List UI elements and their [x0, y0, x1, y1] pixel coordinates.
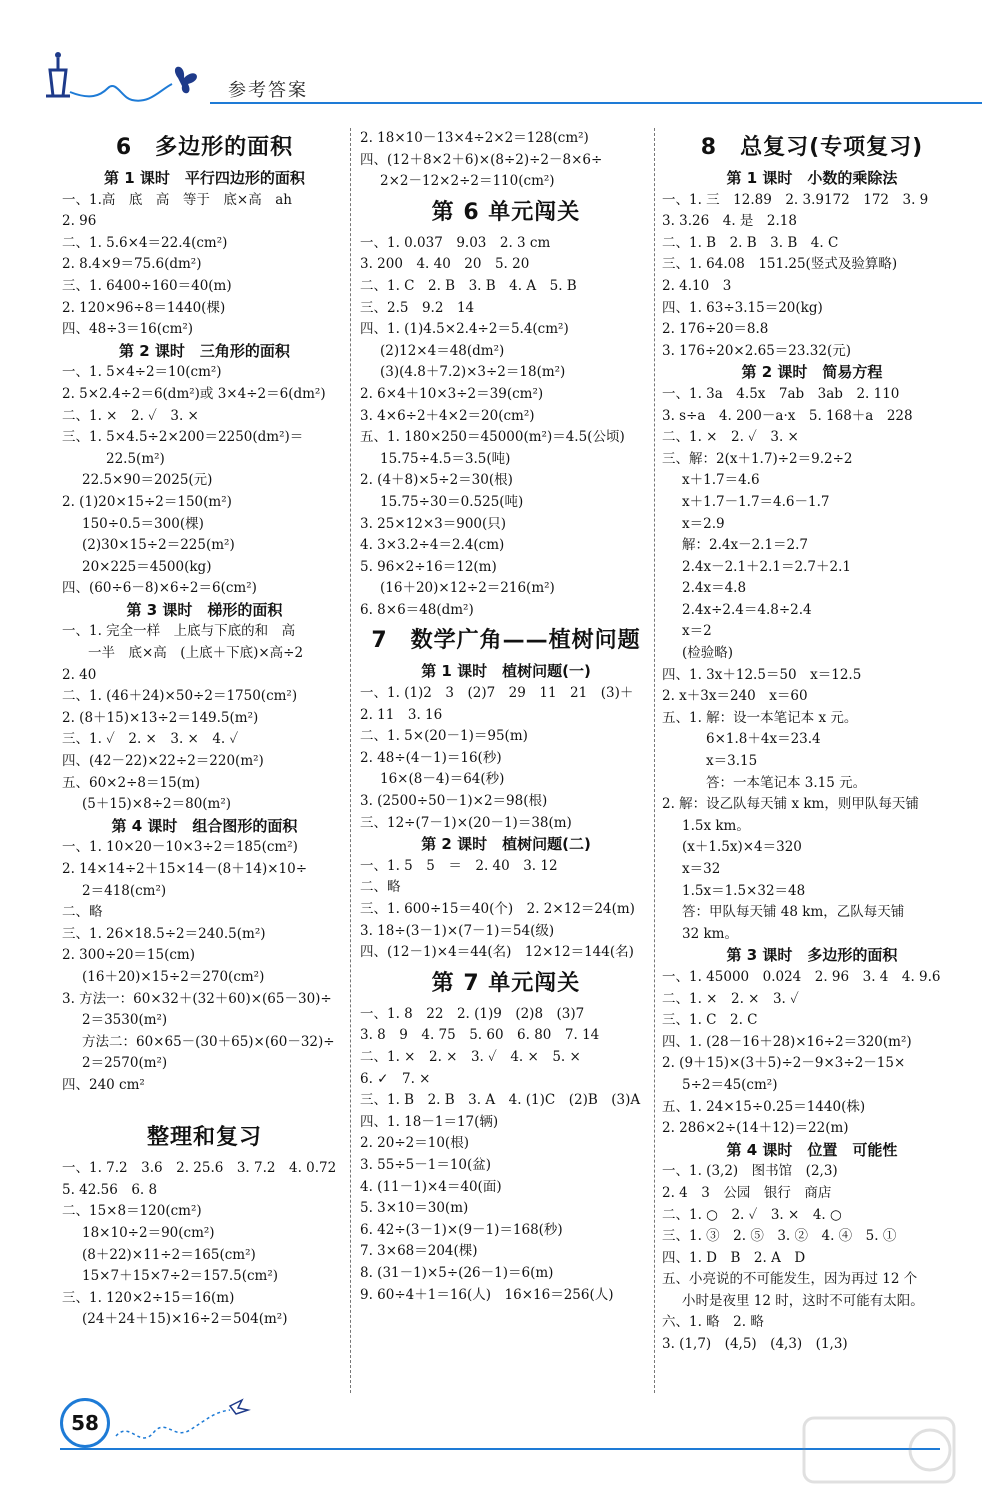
column-divider-1 — [350, 128, 351, 1393]
answer-line: 2.4x÷2.4＝4.8÷2.4 — [682, 601, 812, 618]
answer-line: 三、解：2(x＋1.7)÷2＝9.2÷2 — [662, 450, 853, 467]
answer-line: 6×1.8＋4x＝23.4 — [706, 731, 821, 748]
answer-line: 5. 96×2÷16＝12(m) — [360, 558, 497, 575]
answer-line: 22.5(m²) — [106, 450, 165, 467]
answer-line: (8＋22)×11÷2＝165(cm²) — [82, 1246, 256, 1263]
answer-line: 2＝3530(m²) — [82, 1012, 168, 1029]
answer-line: 一、1. 10×20－10×3÷2＝185(cm²) — [62, 839, 298, 856]
answer-line: 三、12÷(7－1)×(20－1)＝38(m) — [360, 814, 572, 831]
answer-line: 五、60×2÷8＝15(m) — [62, 774, 200, 791]
answer-line: (2)30×15÷2＝225(m²) — [82, 537, 235, 554]
answer-line: 三、1. 64.08 151.25(竖式及验算略) — [662, 256, 898, 273]
answer-line: 一、1. 45000 0.024 2. 96 3. 4 4. 9.6 — [662, 968, 941, 985]
answer-line: 三、1. C 2. C — [662, 1012, 758, 1029]
answer-line: 2. 4.10 3 — [662, 277, 732, 294]
lesson-heading: 第 1 课时 平行四边形的面积 — [104, 169, 305, 187]
answer-line: 一、1. 7.2 3.6 2. 25.6 3. 7.2 4. 0.72 — [62, 1160, 337, 1177]
answer-line: 五、1. 24×15÷0.25＝1440(株) — [662, 1098, 866, 1115]
answer-line: 2×2－12×2÷2＝110(cm²) — [380, 173, 555, 190]
answer-column-left — [62, 128, 347, 1331]
section-heading: 6 多边形的面积 — [115, 135, 294, 160]
answer-line: 方法二：60×65－(30＋65)×(60－32)÷ — [82, 1033, 335, 1050]
answer-line: 2＝2570(m²) — [82, 1055, 168, 1072]
section-heading: 第 7 单元闯关 — [431, 970, 581, 996]
lesson-heading: 第 2 课时 简易方程 — [741, 363, 883, 382]
answer-line: 二、1. × 2. × 3. ✓ — [662, 990, 799, 1007]
answer-line: 二、1. × 2. ✓ 3. × — [662, 429, 799, 446]
answer-line: 解：2.4x－2.1＝2.7 — [682, 537, 809, 554]
lesson-heading: 第 1 课时 植树问题(一) — [421, 662, 591, 681]
answer-line: 3. 方法一：60×32＋(32＋60)×(65－30)÷ — [62, 990, 332, 1007]
answer-line: 2. 286×2÷(14＋12)＝22(m) — [662, 1120, 849, 1137]
answer-line: 2. 40 — [62, 666, 97, 683]
answer-line: 六、1. 略 2. 略 — [662, 1314, 764, 1331]
answer-line: 一、1. 三 12.89 2. 3.9172 172 3. 9 — [662, 191, 929, 208]
section-heading: 8 总复习(专项复习) — [700, 135, 924, 160]
answer-line: 四、1. 63÷3.15＝20(kg) — [662, 299, 823, 316]
answer-line: 五、小亮说的不可能发生，因为再过 12 个 — [662, 1271, 918, 1288]
answer-line: 6. ✓ 7. × — [360, 1070, 431, 1087]
answer-line: 3. 25×12×3＝900(只) — [360, 515, 507, 532]
answer-line: x＝2.9 — [682, 515, 725, 532]
answer-line: 2. 18×10－13×4÷2×2＝128(cm²) — [360, 130, 589, 146]
answer-line: 一、1. (1)2 3 (2)7 29 11 21 (3)＋ — [360, 685, 634, 702]
page-footer — [0, 1380, 1000, 1495]
answer-line: 2. 20÷2＝10(根) — [360, 1135, 469, 1152]
section-heading: 7 数学广角——植树问题 — [371, 628, 641, 654]
answer-line: 二、略 — [360, 879, 401, 896]
answer-line: 四、(12－1)×4＝44(名) 12×12＝144(名) — [360, 944, 634, 961]
lesson-heading: 第 3 课时 多边形的面积 — [726, 946, 898, 965]
answer-line: 3. (1,7) (4,5) (4,3) (1,3) — [662, 1336, 848, 1353]
answer-line: 一、1. 5 5 ＝ 2. 40 3. 12 — [360, 857, 558, 874]
answer-line: 15×7＋15×7÷2＝157.5(cm²) — [82, 1268, 279, 1285]
answer-line: 3. (2500÷50－1)×2＝98(根) — [360, 793, 548, 810]
answer-line: 15.75÷30＝0.525(吨) — [380, 493, 524, 510]
answer-line: 四、1. 18－1＝17(辆) — [360, 1113, 499, 1130]
answer-line: 一、1. 5×4÷2＝10(cm²) — [62, 364, 222, 381]
answer-line: 3. 4×6÷2＋4×2＝20(cm²) — [360, 407, 535, 424]
answer-line: 五、1. 解：设一本笔记本 x 元。 — [662, 709, 858, 726]
answer-line: 一、1. 3a 4.5x 7ab 3ab 2. 110 — [662, 385, 900, 402]
answer-line: 3. 18÷(3－1)×(7－1)＝54(级) — [360, 922, 555, 939]
answer-line: 2. (1)20×15÷2＝150(m²) — [62, 493, 232, 510]
answer-line: 22.5×90＝2025(元) — [82, 472, 213, 489]
answer-line: 3. 176÷20×2.65＝23.32(元) — [662, 342, 851, 359]
answer-line: 2. (4＋8)×5÷2＝30(根) — [360, 472, 513, 489]
lesson-heading: 第 2 课时 三角形的面积 — [119, 341, 290, 360]
answer-line: 二、略 — [62, 904, 103, 921]
bird-swirl-ornament-icon — [110, 1390, 270, 1450]
answer-line: 32 km。 — [682, 925, 738, 942]
answer-line: 一、1. (3,2) 图书馆 (2,3) — [662, 1163, 838, 1180]
answer-line: 18×10÷2＝90(cm²) — [82, 1224, 215, 1241]
answer-line: 2. 6×4＋10×3÷2＝39(cm²) — [360, 385, 544, 402]
answer-line: x＋1.7＝4.6 — [682, 472, 760, 489]
answer-line: 2. 4 3 公园 银行 商店 — [662, 1184, 832, 1201]
answer-line: 1.5x km。 — [682, 817, 750, 834]
answer-line: 3. 200 4. 40 20 5. 20 — [360, 256, 530, 273]
answer-line: 5. 3×10＝30(m) — [360, 1200, 469, 1217]
lesson-heading: 第 1 课时 小数的乘除法 — [726, 169, 898, 187]
answer-line: 2. 5×2.4÷2＝6(dm²)或 3×4÷2＝6(dm²) — [62, 385, 326, 402]
answer-column-middle — [360, 128, 652, 1306]
answer-line: x＝2 — [682, 623, 712, 640]
answer-line: 2. x＋3x＝240 x＝60 — [662, 688, 808, 705]
answer-line: 四、(42－22)×22÷2＝220(m²) — [62, 753, 264, 770]
answer-line: 3. 8 9 4. 75 5. 60 6. 80 7. 14 — [360, 1027, 600, 1044]
answer-line: 2. 11 3. 16 — [360, 706, 443, 723]
answer-line: 一、1. 8 22 2. (1)9 (2)8 (3)7 — [360, 1005, 585, 1022]
answer-line: 150÷0.5＝300(棵) — [82, 515, 204, 532]
answer-line: 小时是夜里 12 时，这时不可能有太阳。 — [682, 1292, 924, 1309]
answer-line: 8. (31－1)×5÷(26－1)＝6(m) — [360, 1264, 554, 1281]
answer-line: 2. (8＋15)×13÷2＝149.5(m²) — [62, 709, 259, 726]
answer-line: x＝3.15 — [706, 753, 758, 770]
answer-line: 五、1. 180×250＝45000(m²)＝4.5(公顷) — [360, 429, 625, 446]
answer-line: 三、1. ✓ 2. × 3. × 4. ✓ — [62, 731, 239, 748]
lesson-heading: 第 3 课时 梯形的面积 — [126, 600, 283, 619]
lesson-heading: 第 4 课时 组合图形的面积 — [111, 816, 298, 835]
answer-line: 答：甲队每天铺 48 km，乙队每天铺 — [682, 904, 905, 921]
answer-line — [62, 1097, 347, 1119]
answer-line: 四、(12＋8×2＋6)×(8÷2)÷2－8×6÷ — [360, 151, 603, 168]
answer-line: 2＝418(cm²) — [82, 882, 167, 899]
answer-line: 二、1. C 2. B 3. B 4. A 5. B — [360, 277, 577, 294]
answer-line: 三、1. 26×18.5÷2＝240.5(m²) — [62, 925, 266, 942]
answer-line: 2. 解：设乙队每天铺 x km，则甲队每天铺 — [662, 796, 919, 813]
answer-line: 二、1. B 2. B 3. B 4. C — [662, 234, 839, 251]
watermark-stamp-icon — [800, 1410, 960, 1490]
column-divider-2 — [654, 128, 655, 1393]
answer-line: (检验略) — [682, 645, 734, 662]
lantern-butterfly-ornament-icon — [0, 0, 220, 110]
answer-line: 5÷2＝45(cm²) — [682, 1076, 778, 1093]
header-rule — [210, 102, 982, 104]
answer-line: 2. 48÷(4－1)＝16(秒) — [360, 749, 502, 766]
answer-line: 三、1. 600÷15＝40(个) 2. 2×12＝24(m) — [360, 901, 635, 917]
answer-line: 9. 60÷4＋1＝16(人) 16×16＝256(人) — [360, 1286, 614, 1303]
answer-line: 一、1. 完全一样 上底与下底的和 高 — [62, 623, 296, 640]
answer-line: 一半 底×高 (上底＋下底)×高÷2 — [88, 645, 304, 662]
answer-line: 2. 300÷20＝15(cm) — [62, 947, 196, 964]
answer-line: 20×225＝4500(kg) — [82, 558, 212, 575]
answer-line: 二、15×8＝120(cm²) — [62, 1203, 202, 1220]
answer-line: 一、1.高 底 高 等于 底×高 ah — [62, 191, 292, 208]
answer-line: 四、48÷3＝16(cm²) — [62, 321, 194, 338]
answer-line: (24＋24＋15)×16÷2＝504(m²) — [82, 1311, 288, 1328]
answer-line: x＝32 — [682, 861, 721, 877]
lesson-heading: 第 2 课时 植树问题(二) — [421, 835, 591, 854]
answer-line: 二、1. 5×(20－1)＝95(m) — [360, 728, 528, 745]
answer-line: 三、1. B 2. B 3. A 4. (1)C (2)B (3)A — [360, 1092, 641, 1109]
answer-line: 四、1. (1)4.5×2.4÷2＝5.4(cm²) — [360, 321, 569, 338]
answer-line: 三、1. ③ 2. ⑤ 3. ② 4. ④ 5. ① — [662, 1228, 897, 1245]
answer-line: (16＋20)×12÷2＝216(m²) — [380, 580, 555, 597]
answer-line: 二、1. × 2. ✓ 3. × — [62, 407, 199, 424]
section-heading: 整理和复习 — [146, 1125, 262, 1151]
answer-line: (2)12×4＝48(dm²) — [380, 342, 505, 359]
answer-line: (3)(4.8＋7.2)×3÷2＝18(m²) — [380, 364, 566, 381]
lesson-heading: 第 4 课时 位置 可能性 — [726, 1140, 898, 1159]
answer-line: 16×(8－4)＝64(秒) — [380, 771, 505, 788]
answer-line: 2. 96 — [62, 213, 97, 230]
answer-line: 三、1. 5×4.5÷2×200＝2250(dm²)＝ — [62, 429, 304, 446]
answer-line: 2. 14×14÷2＋15×14－(8＋14)×10÷ — [62, 861, 308, 877]
answer-line: x＋1.7－1.7＝4.6－1.7 — [682, 493, 830, 510]
page-number: 58 — [60, 1398, 110, 1448]
answer-line: 3. 3.26 4. 是 2.18 — [662, 213, 797, 230]
answer-line: (5＋15)×8÷2＝80(m²) — [82, 796, 232, 813]
answer-line: 四、240 cm² — [62, 1076, 145, 1093]
answer-line: 二、1. × 2. × 3. ✓ 4. × 5. × — [360, 1048, 581, 1065]
answer-line: 2. 176÷20＝8.8 — [662, 321, 769, 338]
answer-line: 四、1. 3x＋12.5＝50 x＝12.5 — [662, 666, 862, 683]
answer-line: 四、1. D B 2. A D — [662, 1249, 806, 1266]
answer-line: 6. 42÷(3－1)×(9－1)＝168(秒) — [360, 1221, 563, 1238]
answer-line: 1.5x＝1.5×32＝48 — [682, 882, 806, 899]
answer-line: 四、(60÷6－8)×6÷2＝6(cm²) — [62, 580, 257, 597]
answer-line: 三、2.5 9.2 14 — [360, 299, 475, 316]
answer-line: 答：一本笔记本 3.15 元。 — [706, 774, 867, 791]
answer-line: 6. 8×6＝48(dm²) — [360, 601, 474, 618]
answer-line: 15.75÷4.5＝3.5(吨) — [380, 450, 511, 467]
answer-line: 4. 3×3.2÷4＝2.4(cm) — [360, 537, 505, 554]
header-title: 参考答案 — [228, 80, 308, 101]
answer-line: 三、1. 120×2÷15＝16(m) — [62, 1289, 235, 1306]
page-header — [0, 0, 1000, 110]
answer-line: 2. (9＋15)×(3＋5)÷2－9×3÷2－15× — [662, 1055, 906, 1072]
section-heading: 第 6 单元闯关 — [431, 199, 581, 225]
answer-column-right — [662, 128, 962, 1356]
answer-line: 5. 42.56 6. 8 — [62, 1181, 158, 1198]
answer-line: (16＋20)×15÷2＝270(cm²) — [82, 968, 265, 985]
answer-line: 2.4x－2.1＋2.1＝2.7＋2.1 — [682, 558, 851, 575]
answer-line: 2.4x＝4.8 — [682, 580, 747, 597]
answer-line: 一、1. 0.037 9.03 2. 3 cm — [360, 234, 551, 251]
answer-line: 2. 120×96÷8＝1440(棵) — [62, 299, 226, 316]
answer-line: 7. 3×68＝204(棵) — [360, 1243, 478, 1260]
answer-line: 3. s÷a 4. 200－a·x 5. 168＋a 228 — [662, 407, 913, 424]
answer-line: 四、1. (28－16＋28)×16÷2＝320(m²) — [662, 1033, 912, 1050]
answer-line: 二、1. 5.6×4＝22.4(cm²) — [62, 234, 228, 251]
answer-line: 二、1. (46＋24)×50÷2＝1750(cm²) — [62, 688, 298, 705]
answer-line: 2. 8.4×9＝75.6(dm²) — [62, 256, 202, 273]
answer-line: 三、1. 6400÷160＝40(m) — [62, 277, 232, 294]
answer-line: 二、1. ○ 2. ✓ 3. × 4. ○ — [662, 1206, 842, 1223]
answer-line: 4. (11－1)×4＝40(面) — [360, 1178, 502, 1195]
answer-line: (x＋1.5x)×4＝320 — [682, 839, 802, 856]
answer-line: 3. 55÷5－1＝10(盆) — [360, 1156, 492, 1173]
